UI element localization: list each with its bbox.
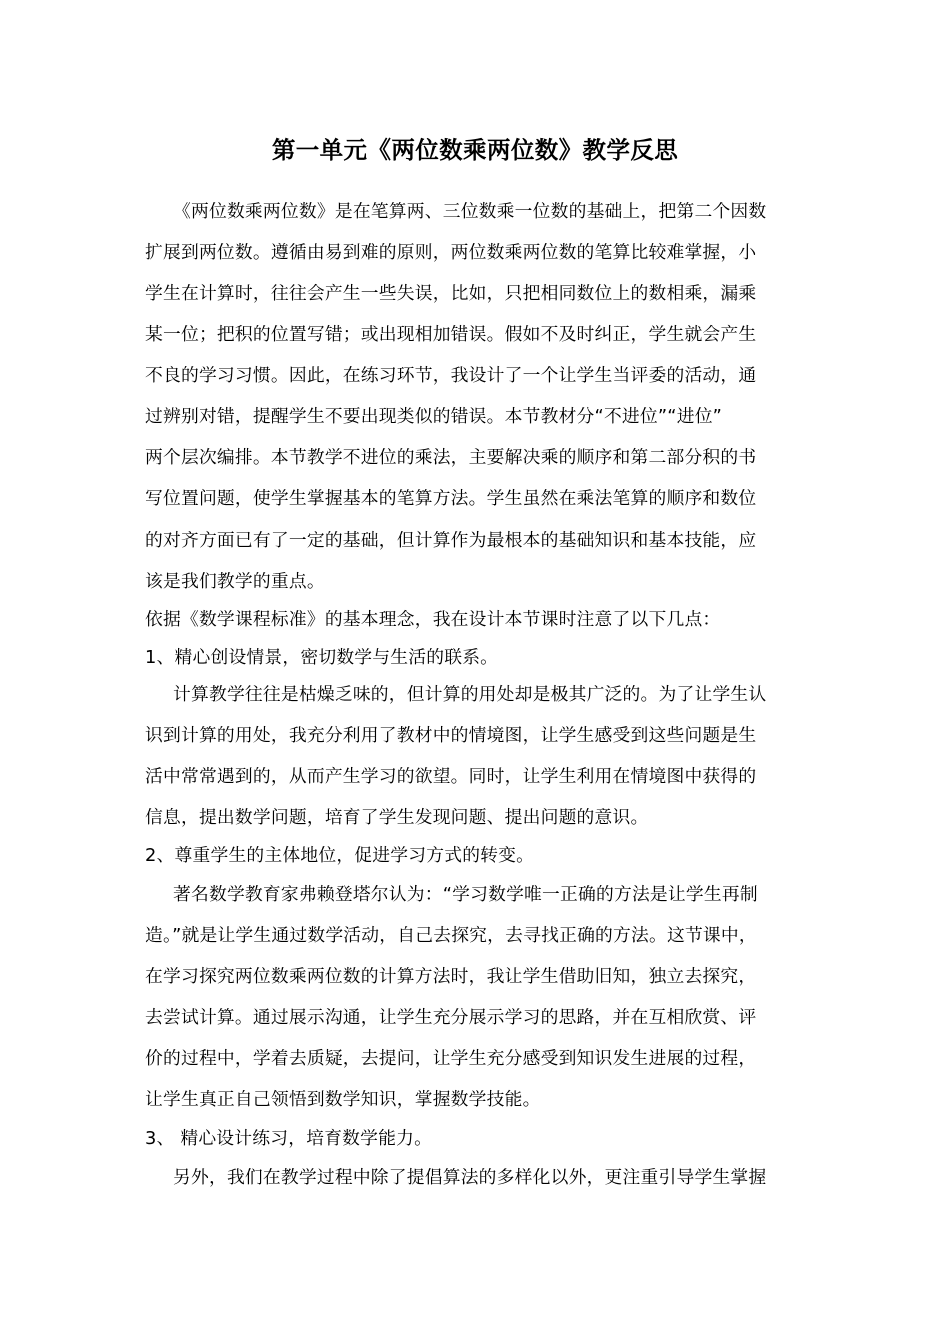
section-heading: 2、尊重学生的主体地位，促进学习方式的转变。 bbox=[145, 845, 535, 866]
paragraph-line: 信息，提出数学问题，培育了学生发现问题、提出问题的意识。 bbox=[145, 807, 649, 828]
paragraph-line: 学生在计算时，往往会产生一些失误，比如，只把相同数位上的数相乘，漏乘 bbox=[145, 283, 757, 304]
paragraph-line: 依据《数学课程标准》的基本理念，我在设计本节课时注意了以下几点： bbox=[145, 609, 721, 630]
paragraph-line: 不良的学习习惯。因此，在练习环节，我设计了一个让学生当评委的活动，通 bbox=[145, 365, 757, 386]
paragraph-line: 的对齐方面已有了一定的基础，但计算作为最根本的基础知识和基本技能，应 bbox=[145, 530, 757, 551]
paragraph-line: 去尝试计算。通过展示沟通，让学生充分展示学习的思路，并在互相欣赏、评 bbox=[145, 1007, 757, 1028]
paragraph-line: 著名数学教育家弗赖登塔尔认为：“学习数学唯一正确的方法是让学生再制 bbox=[173, 884, 758, 905]
paragraph-line: 活中常常遇到的，从而产生学习的欲望。同时，让学生利用在情境图中获得的 bbox=[145, 766, 757, 787]
paragraph-line: 让学生真正自己领悟到数学知识，掌握数学技能。 bbox=[145, 1089, 541, 1110]
paragraph-line: 造。”就是让学生通过数学活动，自己去探究，去寻找正确的方法。这节课中， bbox=[145, 925, 757, 946]
paragraph-line: 某一位；把积的位置写错；或出现相加错误。假如不及时纠正，学生就会产生 bbox=[145, 324, 757, 345]
paragraph-line: 在学习探究两位数乘两位数的计算方法时，我让学生借助旧知，独立去探究， bbox=[145, 966, 757, 987]
paragraph-line: 价的过程中，学着去质疑，去提问，让学生充分感受到知识发生进展的过程， bbox=[145, 1048, 757, 1069]
paragraph-line: 写位置问题，使学生掌握基本的笔算方法。学生虽然在乘法笔算的顺序和数位 bbox=[145, 488, 757, 509]
paragraph-line: 扩展到两位数。遵循由易到难的原则，两位数乘两位数的笔算比较难掌握，小 bbox=[145, 242, 757, 263]
section-heading: 1、精心创设情景，密切数学与生活的联系。 bbox=[145, 647, 499, 668]
paragraph-line: 识到计算的用处，我充分利用了教材中的情境图，让学生感受到这些问题是生 bbox=[145, 725, 757, 746]
paragraph-line: 另外，我们在教学过程中除了提倡算法的多样化以外，更注重引导学生掌握 bbox=[173, 1167, 767, 1188]
document-title: 第一单元《两位数乘两位数》教学反思 bbox=[271, 136, 679, 164]
paragraph-line: 两个层次编排。本节教学不进位的乘法，主要解决乘的顺序和第二部分积的书 bbox=[145, 447, 757, 468]
paragraph-line: 该是我们教学的重点。 bbox=[145, 571, 325, 592]
section-heading: 3、 精心设计练习，培育数学能力。 bbox=[145, 1128, 433, 1149]
paragraph-line: 《两位数乘两位数》是在笔算两、三位数乘一位数的基础上，把第二个因数 bbox=[173, 201, 767, 222]
paragraph-line: 过辨别对错，提醒学生不要出现类似的错误。本节教材分“不进位”“进位” bbox=[145, 406, 723, 427]
paragraph-line: 计算教学往往是枯燥乏味的，但计算的用处却是极其广泛的。为了让学生认 bbox=[173, 684, 767, 705]
